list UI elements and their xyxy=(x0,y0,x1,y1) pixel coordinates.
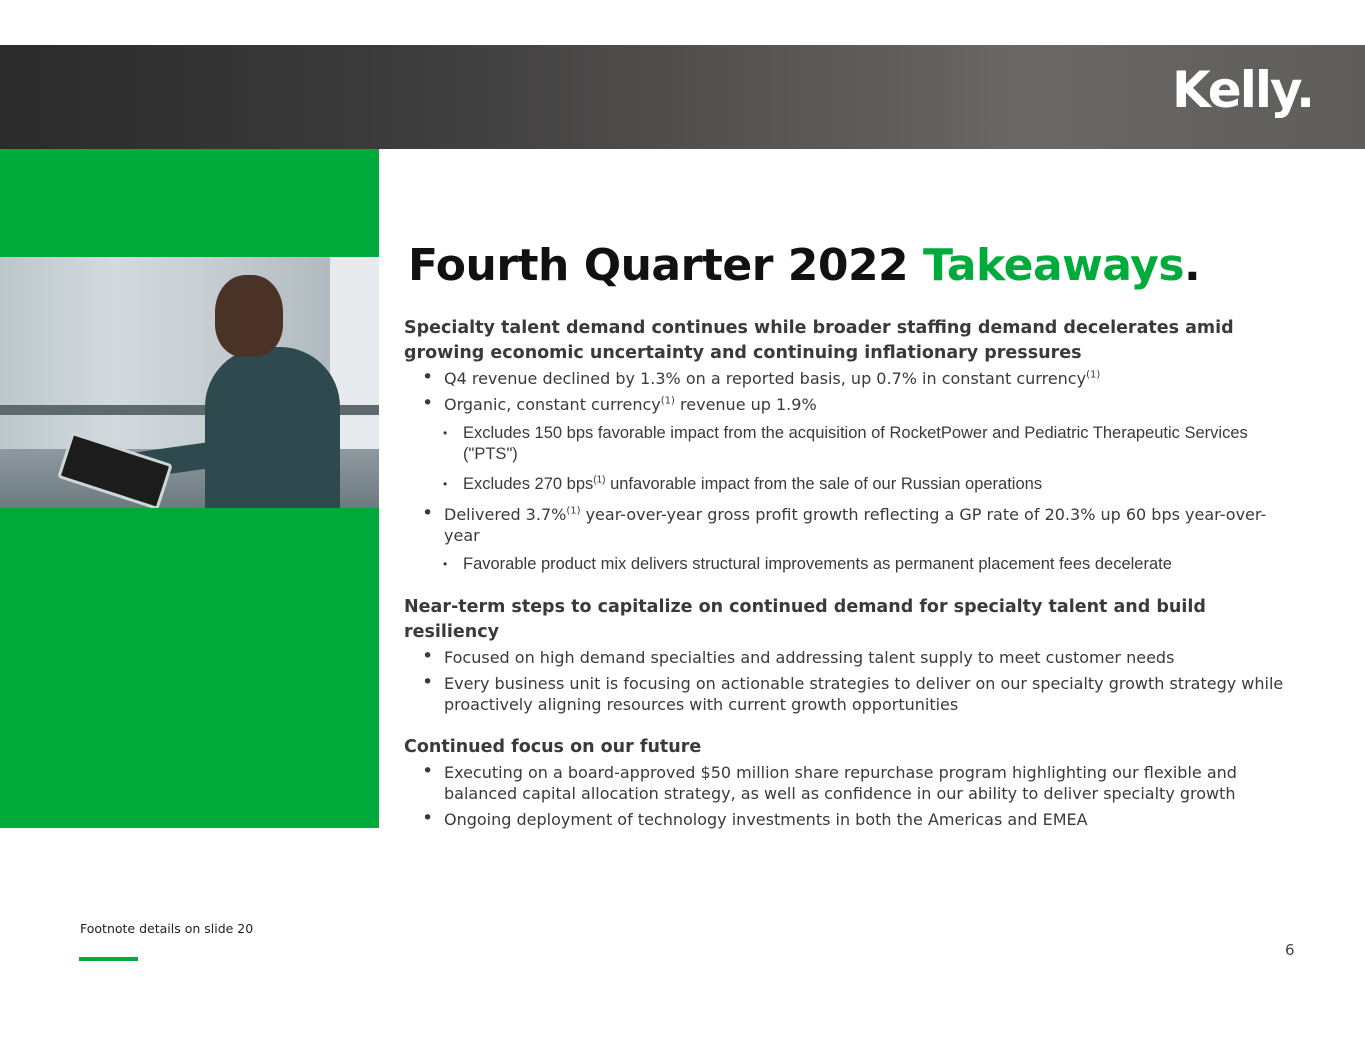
sub-bullet-item xyxy=(463,474,1284,495)
section-heading: Near-term steps to capitalize on continued demand for specialty talent and build resiliency xyxy=(404,597,1206,642)
bullet-item xyxy=(444,504,1284,575)
title-period: . xyxy=(1184,240,1201,291)
title-accent: Takeaways xyxy=(923,240,1185,291)
bullet-list xyxy=(404,762,1284,830)
sub-bullet-item xyxy=(463,423,1284,465)
bullet-text: Executing on a board-approved $50 million share repurchase program highlighting our flexible and balanced capital allocation strategy, as well as confidence in our ability to deliver specialty growth xyxy=(444,763,1237,803)
bullet-text: Ongoing deployment of technology investments in both the Americas and EMEA xyxy=(444,810,1088,829)
bullet-text: Organic, constant currency xyxy=(444,395,661,414)
bullet-item xyxy=(444,647,1284,668)
bullet-text: revenue up 1.9% xyxy=(674,395,817,414)
header-band xyxy=(0,45,1365,149)
bullet-item xyxy=(444,673,1284,715)
title-main: Fourth Quarter 2022 xyxy=(408,240,909,291)
footnote-rule xyxy=(79,957,138,961)
bullet-list xyxy=(404,647,1284,715)
sub-bullet-list xyxy=(444,423,1284,495)
page-number: 6 xyxy=(1285,941,1295,959)
section-future-focus xyxy=(404,735,1284,830)
bullet-item xyxy=(444,394,1284,495)
footnote-ref: (1) xyxy=(593,474,606,486)
footnote-ref: (1) xyxy=(566,505,581,517)
bullet-item xyxy=(444,809,1284,830)
person-torso xyxy=(205,347,340,508)
bullet-text: Delivered 3.7% xyxy=(444,505,567,524)
bullet-text: Q4 revenue declined by 1.3% on a reported basis, up 0.7% in constant currency xyxy=(444,369,1087,388)
bullet-list xyxy=(404,368,1284,575)
section-specialty-demand xyxy=(404,316,1284,575)
sub-bullet-text: Favorable product mix delivers structural improvements as permanent placement fees decelerate xyxy=(463,555,1172,573)
section-near-term-steps xyxy=(404,595,1284,715)
footnote: Footnote details on slide 20 xyxy=(80,921,254,936)
bullet-item xyxy=(444,762,1284,804)
kelly-logo: Kelly. xyxy=(1171,61,1313,119)
bullet-text: year-over-year gross profit growth reflecting a GP rate of 20.3% up 60 bps year-over-year xyxy=(444,505,1267,545)
slide-title xyxy=(408,240,1200,291)
sub-bullet-text: unfavorable impact from the sale of our Russian operations xyxy=(605,475,1043,493)
bullet-item xyxy=(444,368,1284,389)
bullet-text: Focused on high demand specialties and addressing talent supply to meet customer needs xyxy=(444,648,1175,667)
person-head xyxy=(215,275,283,357)
section-heading: Specialty talent demand continues while broader staffing demand decelerates amid growing economic uncertainty and continuing inflationary pressures xyxy=(404,318,1234,363)
sub-bullet-list xyxy=(444,554,1284,575)
section-heading: Continued focus on our future xyxy=(404,737,702,757)
sub-bullet-item xyxy=(463,554,1284,575)
person-with-tablet-photo xyxy=(0,257,379,508)
sub-bullet-text: Excludes 270 bps xyxy=(463,475,594,493)
footnote-ref: (1) xyxy=(660,395,675,407)
slide-content xyxy=(404,316,1284,850)
sub-bullet-text: Excludes 150 bps favorable impact from the acquisition of RocketPower and Pediatric Therapeutic Services ("PTS") xyxy=(463,424,1248,463)
bullet-text: Every business unit is focusing on actionable strategies to deliver on our specialty growth strategy while proactively aligning resources with current growth opportunities xyxy=(444,674,1284,714)
footnote-ref: (1) xyxy=(1086,369,1101,381)
